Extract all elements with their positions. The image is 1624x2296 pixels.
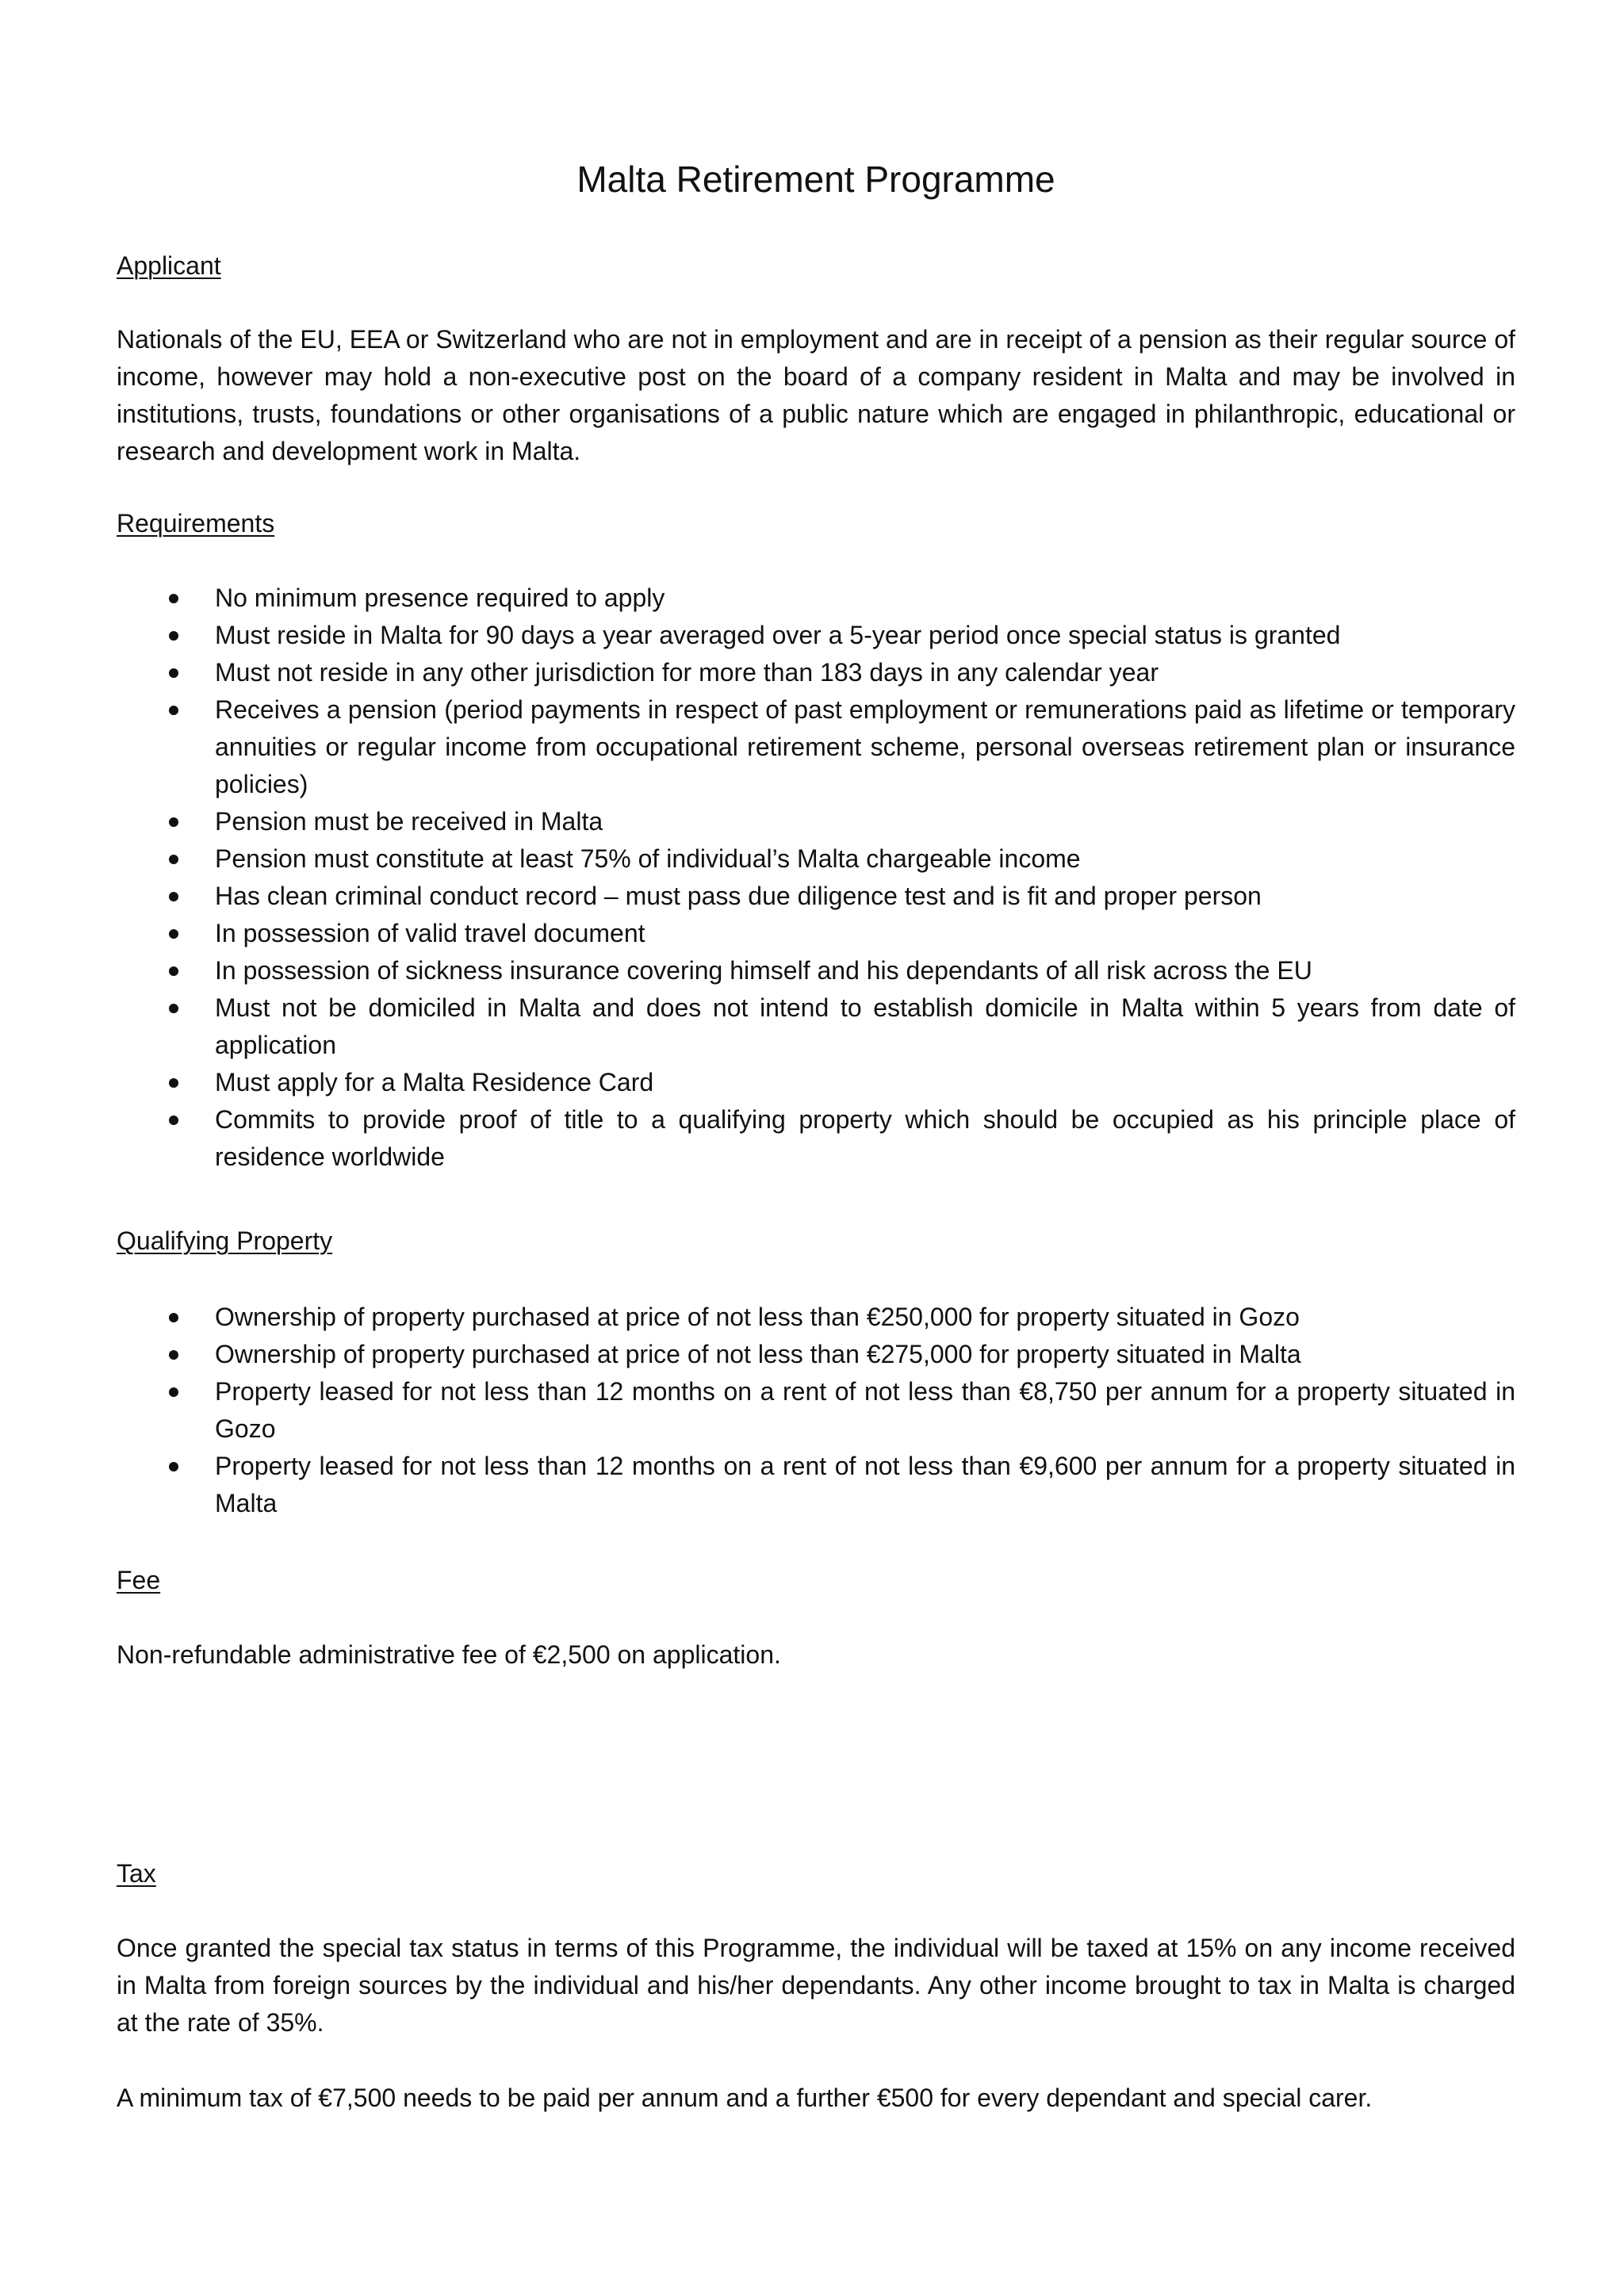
list-item-text: Must not reside in any other jurisdiction for more than 183 days in any calendar year	[215, 658, 1159, 687]
applicant-paragraph: Nationals of the EU, EEA or Switzerland who are not in employment and are in receipt of a pension as their regular source of income, however may hold a non-executive post on the board of a company resident in Malta and may be involved in institutions, trusts, foundations or other organisations of a public nature which are engaged in philanthropic, educational or research and development work in Malta.	[117, 325, 1515, 465]
list-item-text: Must reside in Malta for 90 days a year averaged over a 5-year period once special status is granted	[215, 621, 1341, 649]
bullet-icon	[169, 631, 178, 641]
bullet-icon	[169, 929, 178, 939]
bullet-icon	[169, 817, 178, 827]
bullet-icon	[169, 1462, 178, 1471]
list-item-text: Property leased for not less than 12 months on a rent of not less than €9,600 per annum for a property situated in Malta	[215, 1452, 1515, 1517]
list-item-text: Commits to provide proof of title to a qualifying property which should be occupied as his principle place of residence worldwide	[215, 1105, 1515, 1171]
list-item	[117, 840, 1515, 878]
tax-paragraph-2: A minimum tax of €7,500 needs to be paid per annum and a further €500 for every dependant and special carer.	[117, 2084, 1373, 2112]
bullet-icon	[169, 1078, 178, 1088]
list-item	[117, 989, 1515, 1064]
tax-heading: Tax	[117, 1859, 156, 1888]
bullet-icon	[169, 892, 178, 901]
list-item	[117, 691, 1515, 803]
list-item	[117, 1448, 1515, 1522]
list-item	[117, 803, 1515, 840]
qualifying-property-list	[117, 1299, 1515, 1522]
bullet-icon	[169, 706, 178, 715]
bullet-icon	[169, 668, 178, 678]
list-item	[117, 1336, 1515, 1373]
bullet-icon	[169, 966, 178, 976]
bullet-icon	[169, 594, 178, 603]
list-item-text: Must not be domiciled in Malta and does not intend to establish domicile in Malta within 5 years from date of application	[215, 993, 1515, 1059]
list-item	[117, 1064, 1515, 1101]
list-item	[117, 1101, 1515, 1176]
list-item-text: Pension must be received in Malta	[215, 807, 603, 836]
list-item-text: Receives a pension (period payments in respect of past employment or remunerations paid as lifetime or temporary annuities or regular income from occupational retirement scheme, personal overseas retirement plan or insurance policies)	[215, 695, 1515, 798]
bullet-icon	[169, 1004, 178, 1013]
list-item	[117, 952, 1515, 989]
list-item-text: Property leased for not less than 12 months on a rent of not less than €8,750 per annum for a property situated in Gozo	[215, 1377, 1515, 1443]
bullet-icon	[169, 855, 178, 864]
fee-heading: Fee	[117, 1566, 161, 1594]
tax-paragraph-1: Once granted the special tax status in terms of this Programme, the individual will be taxed at 15% on any income received in Malta from foreign sources by the individual and his/her dependants. Any other income brought to tax in Malta is charged at the rate of 35%.	[117, 1934, 1515, 2037]
requirements-heading: Requirements	[117, 509, 275, 538]
bullet-icon	[169, 1387, 178, 1397]
applicant-heading: Applicant	[117, 251, 221, 280]
list-item-text: In possession of sickness insurance covering himself and his dependants of all risk across the EU	[215, 956, 1312, 985]
list-item-text: No minimum presence required to apply	[215, 584, 665, 612]
bullet-icon	[169, 1115, 178, 1125]
list-item-text: In possession of valid travel document	[215, 919, 645, 947]
document-title: Malta Retirement Programme	[576, 159, 1055, 200]
list-item-text: Has clean criminal conduct record – must pass due diligence test and is fit and proper person	[215, 882, 1262, 910]
list-item-text: Must apply for a Malta Residence Card	[215, 1068, 654, 1096]
list-item	[117, 878, 1515, 915]
list-item	[117, 580, 1515, 617]
list-item	[117, 1299, 1515, 1336]
document-page	[117, 0, 1515, 2296]
bullet-icon	[169, 1350, 178, 1360]
qualifying-property-heading: Qualifying Property	[117, 1226, 333, 1255]
list-item	[117, 654, 1515, 691]
list-item	[117, 1373, 1515, 1448]
fee-paragraph: Non-refundable administrative fee of €2,500 on application.	[117, 1640, 781, 1669]
list-item-text: Ownership of property purchased at price of not less than €250,000 for property situated in Gozo	[215, 1303, 1300, 1331]
bullet-icon	[169, 1313, 178, 1322]
list-item-text: Ownership of property purchased at price of not less than €275,000 for property situated in Malta	[215, 1340, 1301, 1368]
list-item	[117, 617, 1515, 654]
requirements-list	[117, 580, 1515, 1176]
list-item-text: Pension must constitute at least 75% of individual’s Malta chargeable income	[215, 844, 1081, 873]
list-item	[117, 915, 1515, 952]
